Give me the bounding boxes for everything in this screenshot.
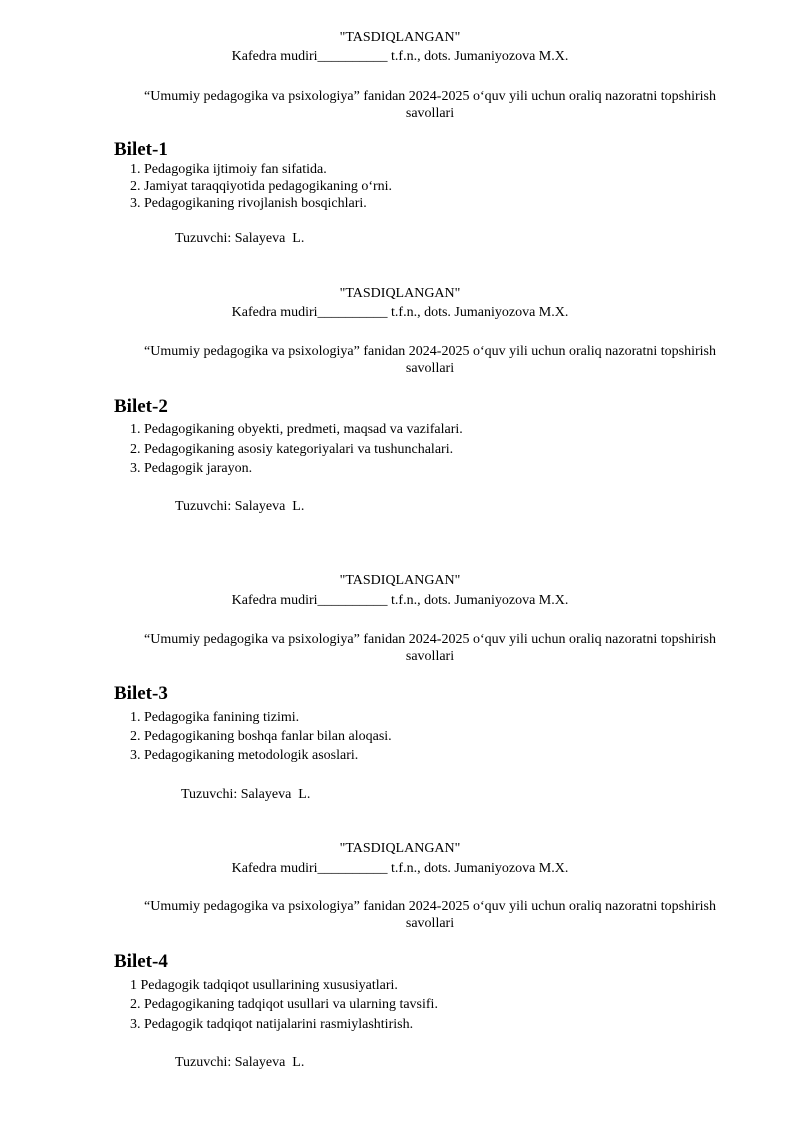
department-head-line: Kafedra mudiri__________ t.f.n., dots. Jumaniyozova M.X.	[231, 593, 569, 608]
question-item: 1. Pedagogika fanining tizimi.	[130, 710, 300, 725]
question-item: 2. Pedagogikaning boshqa fanlar bilan aloqasi.	[130, 729, 392, 744]
subject-heading-line-1: “Umumiy pedagogika va psixologiya” fanidan 2024-2025 o‘quv yili uchun oraliq nazoratni topshirish	[144, 89, 716, 104]
department-head-line: Kafedra mudiri__________ t.f.n., dots. Jumaniyozova M.X.	[231, 49, 569, 64]
subject-heading-line-1: “Umumiy pedagogika va psixologiya” fanidan 2024-2025 o‘quv yili uchun oraliq nazoratni topshirish	[144, 899, 716, 914]
subject-heading-line-1: “Umumiy pedagogika va psixologiya” fanidan 2024-2025 o‘quv yili uchun oraliq nazoratni topshirish	[144, 344, 716, 359]
question-item: 2. Pedagogikaning asosiy kategoriyalari va tushunchalari.	[130, 442, 454, 457]
question-item: 3. Pedagogikaning metodologik asoslari.	[130, 748, 359, 763]
ticket-title: Bilet-4	[114, 951, 168, 972]
question-item: 2. Jamiyat taraqqiyotida pedagogikaning o‘rni.	[130, 179, 393, 194]
subject-heading-line-2: savollari	[405, 649, 455, 664]
question-item: 3. Pedagogik tadqiqot natijalarini rasmiylashtirish.	[130, 1017, 414, 1032]
question-item: 3. Pedagogikaning rivojlanish bosqichlari.	[130, 196, 367, 211]
subject-heading-line-2: savollari	[405, 916, 455, 931]
approval-stamp-text: "TASDIQLANGAN"	[339, 286, 461, 301]
author-line: Tuzuvchi: Salayeva L.	[175, 231, 305, 246]
department-head-line: Kafedra mudiri__________ t.f.n., dots. Jumaniyozova M.X.	[231, 305, 569, 320]
question-item: 1. Pedagogika ijtimoiy fan sifatida.	[130, 162, 327, 177]
author-line: Tuzuvchi: Salayeva L.	[181, 787, 311, 802]
subject-heading	[115, 631, 745, 665]
subject-heading	[115, 88, 745, 122]
ticket-title: Bilet-2	[114, 396, 168, 417]
author-line: Tuzuvchi: Salayeva L.	[175, 1055, 305, 1070]
approval-stamp-text: "TASDIQLANGAN"	[339, 30, 461, 45]
approval-stamp-text: "TASDIQLANGAN"	[339, 841, 461, 856]
ticket-title: Bilet-3	[114, 683, 168, 704]
subject-heading	[115, 898, 745, 932]
author-line: Tuzuvchi: Salayeva L.	[175, 499, 305, 514]
subject-heading-line-2: savollari	[405, 361, 455, 376]
subject-heading-line-2: savollari	[405, 106, 455, 121]
subject-heading	[115, 343, 745, 377]
department-head-line: Kafedra mudiri__________ t.f.n., dots. Jumaniyozova M.X.	[231, 861, 569, 876]
ticket-title: Bilet-1	[114, 139, 168, 160]
question-item: 1 Pedagogik tadqiqot usullarining xususiyatlari.	[130, 978, 398, 993]
question-item: 2. Pedagogikaning tadqiqot usullari va ularning tavsifi.	[130, 997, 438, 1012]
question-item: 1. Pedagogikaning obyekti, predmeti, maqsad va vazifalari.	[130, 422, 463, 437]
question-item: 3. Pedagogik jarayon.	[130, 461, 253, 476]
subject-heading-line-1: “Umumiy pedagogika va psixologiya” fanidan 2024-2025 o‘quv yili uchun oraliq nazoratni topshirish	[144, 632, 716, 647]
approval-stamp-text: "TASDIQLANGAN"	[339, 573, 461, 588]
